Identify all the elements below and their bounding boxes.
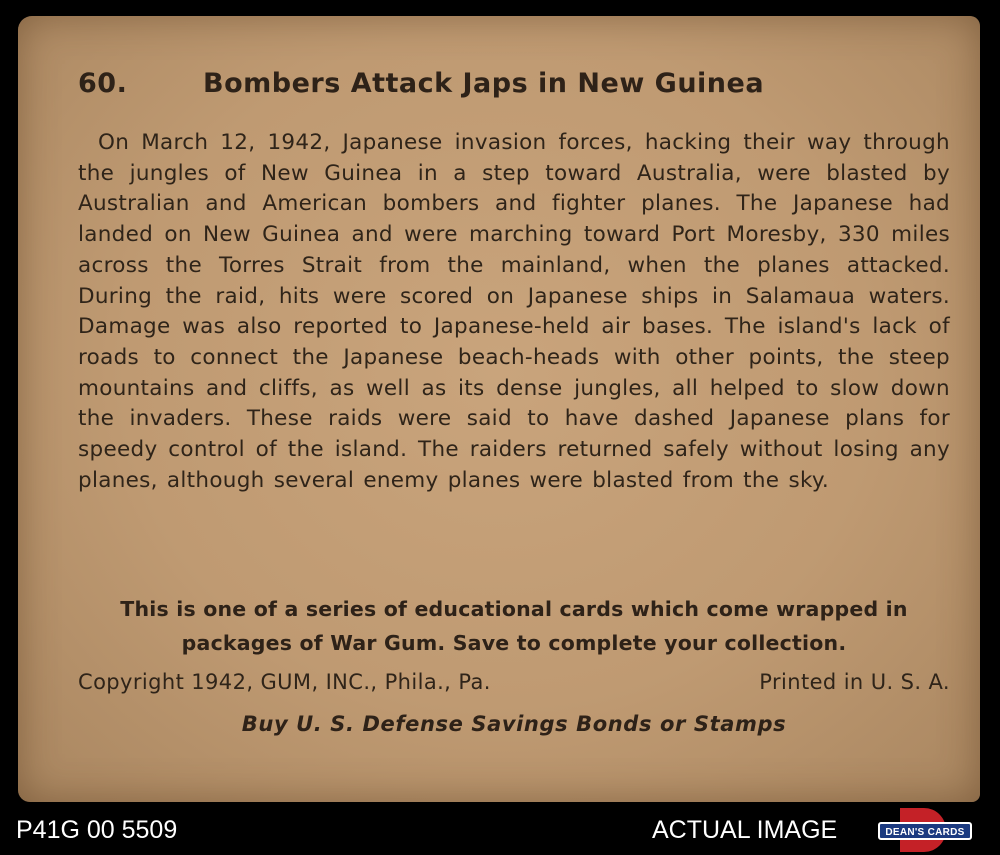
card-body-text: On March 12, 1942, Japanese invasion forces, hacking their way through the jungles of New Guinea in a step toward Australia, were blasted by Australian and American bombers and fighter planes. The Japanese had landed on New Guinea and were marching toward Port Moresby, 330 miles across the Torres Strait from the mainland, when the planes attacked. During the raid, hits were scored on Japanese ships in Salamaua waters. Damage was also reported to Japanese-held air bases. The island's lack of roads to connect the Japanese beach-heads with other points, the steep mountains and cliffs, as well as its dense jungles, all helped to slow down the invaders. These raids were said to have dashed Japanese plans for speedy control of the island. The raiders returned safely without losing any planes, although several enemy planes were blasted from the sky. [78,130,950,493]
copyright-text: Copyright 1942, GUM, INC., Phila., Pa. [78,670,491,694]
copyright-row [78,670,950,700]
actual-image-label: ACTUAL IMAGE [652,816,838,844]
series-note: This is one of a series of educational cards which come wrapped in packages of War Gum. Save to complete your collection. [120,597,908,655]
card-number: 60. [78,68,128,99]
card-title: Bombers Attack Japs in New Guinea [203,68,765,99]
logo-banner: DEAN'S CARDS [878,822,972,840]
defense-bonds-slogan: Buy U. S. Defense Savings Bonds or Stamps [241,712,787,736]
deans-cards-logo [878,808,974,852]
certification-number: P41G 00 5509 [16,816,178,844]
trading-card-back [18,16,980,802]
printed-in-text: Printed in U. S. A. [759,670,950,694]
